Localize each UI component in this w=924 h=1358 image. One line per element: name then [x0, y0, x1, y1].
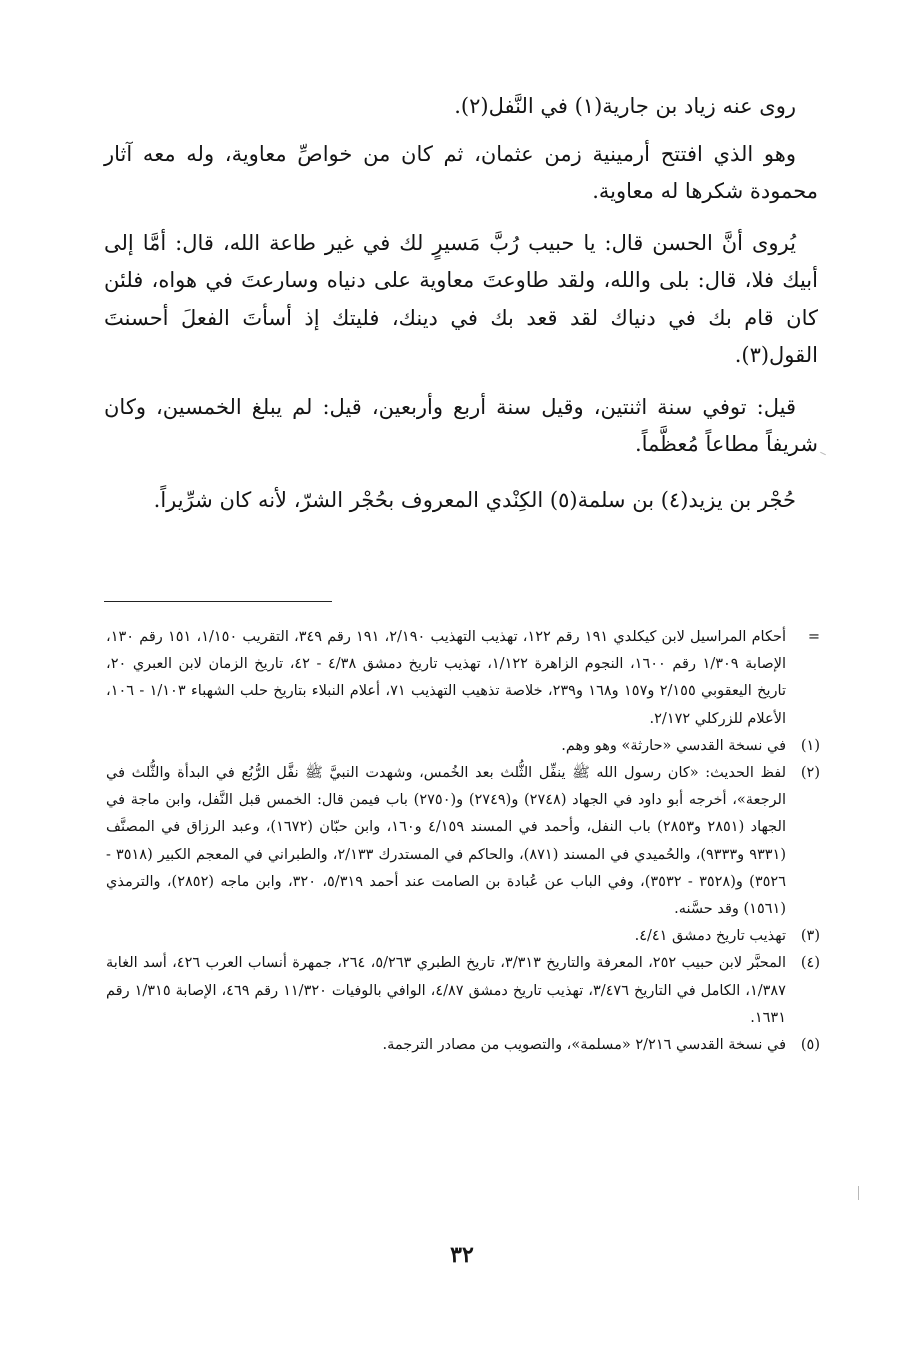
footnote-5 — [106, 1032, 820, 1059]
paragraph-hujr-entry: حُجْر بن يزيد(٤) بن سلمة(٥) الكِنْدي المعروف بحُجْر الشرّ، لأنه كان شرِّيراً. — [153, 487, 796, 512]
footnote-4 — [106, 950, 820, 1032]
footnote-text: في نسخة القدسي «حارثة» وهو وهم. — [561, 737, 786, 754]
paragraph-narrator: روى عنه زياد بن جارية(١) في النَّفل(٢). — [454, 94, 796, 118]
paragraph-armenia-conquest: وهو الذي افتتح أرمينية زمن عثمان، ثم كان من خواصِّ معاوية، وله معه آثار محمودة شكرها له معاوية. — [104, 141, 818, 203]
footnote-number: (٢) — [800, 765, 820, 782]
footnote-1 — [106, 733, 820, 760]
footnotes — [106, 624, 820, 1059]
footnote-number: = — [807, 629, 820, 645]
footnote-number: (٣) — [800, 928, 820, 945]
footnote-text: المحبَّر لابن حبيب ٢٥٢، المعرفة والتاريخ ٣/٣١٣، تاريخ الطبري ٥/٢٦٣، ٢٦٤، جمهرة أنساب العرب ٤٢٦، أسد الغابة ١/٣٨٧، الكامل في التاريخ ٣/٤٧٦، تهذيب تاريخ دمشق ٤/٨٧، الوافي بالوفيات ١١/٣٢٠ رقم ٤٦٩، الإصابة ١/٣١٥ رقم ١٦٣١. — [106, 955, 786, 1026]
footnote-text: أحكام المراسيل لابن كيكلدي ١٩١ رقم ١٢٢، تهذيب التهذيب ٢/١٩٠، ١٩١ رقم ٣٤٩، التقريب ١/١٥٠، ١٥١ رقم ١٣٠، الإصابة ١/٣٠٩ رقم ١٦٠٠، النجوم الزاهرة ١/١٢٢، تهذيب تاريخ دمشق ٤/٣٨ - ٤٢، تاريخ الزمان لابن العبري ٢٠، تاريخ اليعقوبي ٢/١٥٥ و١٥٧ و١٦٨ و٢٣٩، خلاصة تذهيب التهذيب ٧١، أعلام النبلاء بتاريخ حلب الشهباء ١/١٠٣ - ١٠٦، الأعلام للزركلي ٢/١٧٢. — [106, 629, 786, 727]
main-text — [104, 88, 818, 533]
footnote-separator — [104, 601, 332, 602]
footnote-text: في نسخة القدسي ٢/٢١٦ «مسلمة»، والتصويب من مصادر الترجمة. — [382, 1037, 786, 1054]
paragraph-death: قيل: توفي سنة اثنتين، وقيل سنة أربع وأربعين، قيل: لم يبلغ الخمسين، وكان شريفاً مطاعاً مُعظَّماً. — [104, 394, 818, 456]
footnote-2 — [106, 760, 820, 923]
footnote-text: لفظ الحديث: «كان رسول الله ﷺ ينفِّل الثُّلث بعد الخُمس، وشهدت النبيَّ ﷺ نفَّل الرُّبُع في البدأة والثُّلث في الرجعة»، أخرجه أبو داود في الجهاد (٢٧٤٨) و(٢٧٤٩) و(٢٧٥٠) باب فيمن قال: الخمس قبل النَّفل، وابن ماجة في الجهاد (٢٨٥١ و٢٨٥٣) باب النفل، وأحمد في المسند ٤/١٥٩ و١٦٠، وابن حبّان (١٦٧٢)، وعبد الرزاق في المصنَّف (٩٣٣١ و٩٣٣٣)، والحُميدي في المسند (٨٧١)، والحاكم في المستدرك ٢/١٣٣، والطبراني في المعجم الكبير (٣٥١٨ - ٣٥٢٦) و(٣٥٢٨ - ٣٥٣٢)، وفي الباب عن عُبادة بن الصامت عند أحمد ٥/٣١٩، ٣٢٠، وابن ماجه (٢٨٥٢)، والترمذي (١٥٦١) وقد حسَّنه. — [106, 765, 787, 918]
page-number: ٣٢ — [450, 1242, 474, 1268]
footnote-number: (١) — [800, 737, 820, 754]
paragraph-hasan-dialogue: يُروى أنَّ الحسن قال: يا حبيب رُبَّ مَسيرٍ لك في غير طاعة الله، قال: أمَّا إلى أبيك فلا، قال: بلى والله، ولقد طاوعتَ معاوية على دنياه وسارعتَ في هواه، فلئن كان قام بك في دنياك لقد قعد بك في دينك، فليتك إذ أسأتَ الفعلَ أحسنتَ القول(٣). — [104, 230, 818, 367]
footnote-continuation — [106, 624, 820, 733]
footnote-number: (٤) — [800, 955, 820, 972]
footnote-text: تهذيب تاريخ دمشق ٤/٤١. — [634, 928, 786, 945]
scan-mark — [858, 1186, 859, 1200]
footnote-3 — [106, 923, 820, 950]
footnote-number: (٥) — [800, 1037, 820, 1054]
scan-mark — [820, 452, 826, 455]
